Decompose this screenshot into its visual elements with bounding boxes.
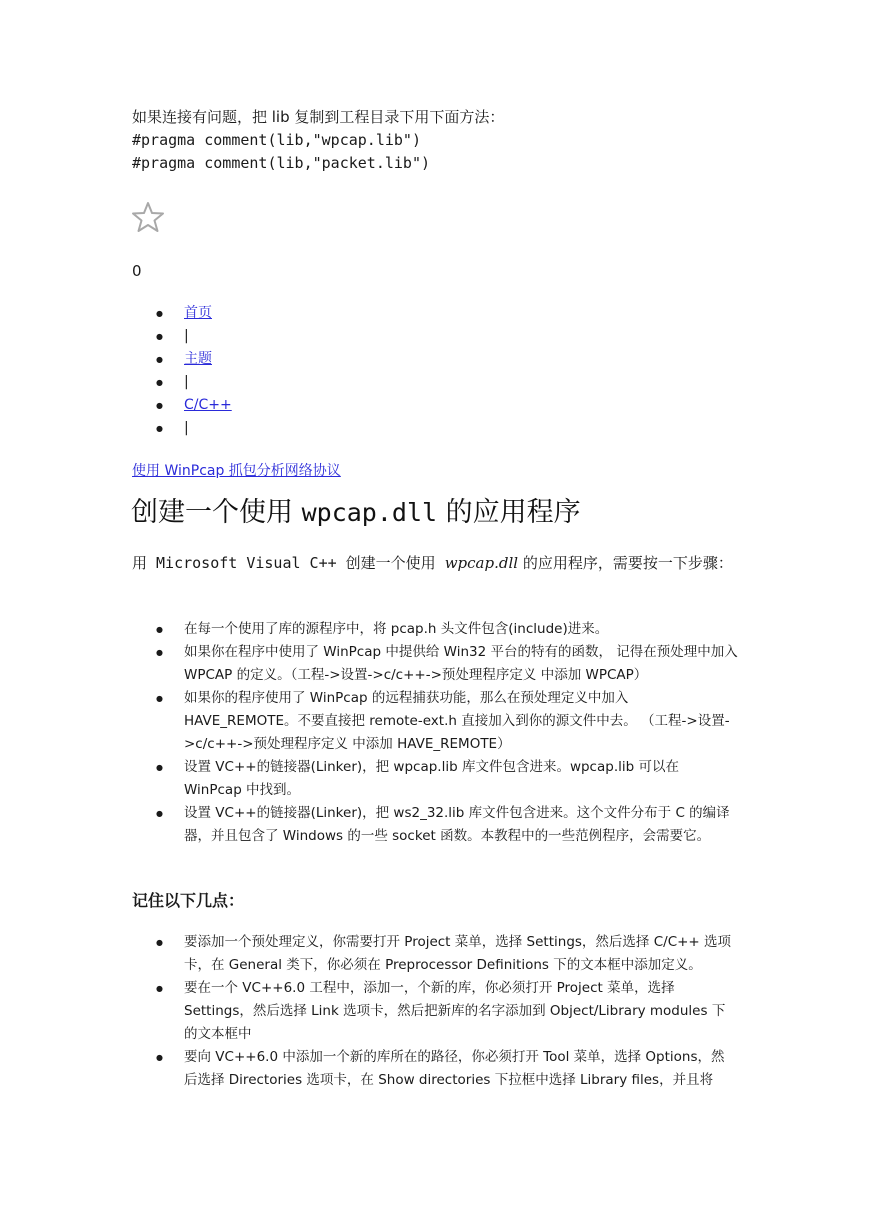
nav-separator: [132, 325, 232, 348]
intro-line: 如果连接有问题，把 lib 复制到工程目录下用下面方法：: [132, 108, 505, 126]
nav-link-topics[interactable]: 主题: [184, 351, 212, 367]
separator-text: |: [184, 328, 189, 344]
page-title: [131, 490, 581, 529]
breadcrumb-link[interactable]: 使用 WinPcap 抓包分析网络协议: [132, 463, 341, 479]
title-code: wpcap.dll: [301, 498, 438, 527]
list-item: ● 要向 VC++6.0 中添加一个新的库所在的路径，你必须打开 Tool 菜单，选择 Options，然后选择 Directories 选项卡，在 Show directories 下拉框中选择 Library files，并且将: [132, 1046, 738, 1092]
list-item: ● 要在一个 VC++6.0 工程中，添加一，个新的库，你必须打开 Project 菜单，选择 Settings，然后选择 Link 选项卡，然后把新库的名字添加到 Object/Library modules 下的文本框中: [132, 977, 738, 1046]
nav-item-home[interactable]: [132, 302, 232, 325]
nav-separator: [132, 371, 232, 394]
favorite-count: 0: [132, 262, 142, 280]
nav-link-cpp[interactable]: C/C++: [184, 397, 232, 413]
list-item: ● 设置 VC++的链接器(Linker)，把 ws2_32.lib 库文件包含进来。这个文件分布于 C 的编译器，并且包含了 Windows 的一些 socket 函数。本教程中的一些范例程序，会需要它。: [132, 802, 738, 848]
paragraph-text: 用 Microsoft Visual C++ 创建一个使用: [132, 554, 445, 572]
separator-text: |: [184, 420, 189, 436]
nav-separator: [132, 417, 232, 440]
intro-paragraph: [132, 551, 740, 575]
steps-list: [132, 618, 738, 848]
list-item: ● 在每一个使用了库的源程序中，将 pcap.h 头文件包含(include)进来。: [132, 618, 738, 641]
paragraph-code: wpcap.dll: [444, 554, 519, 572]
pragma-line: #pragma comment(lib,"wpcap.lib"): [132, 131, 421, 149]
nav-link-home[interactable]: 首页: [184, 305, 212, 321]
intro-block: [132, 106, 504, 175]
pragma-line: #pragma comment(lib,"packet.lib"): [132, 154, 431, 172]
list-item: ● 如果你在程序中使用了 WinPcap 中提供给 Win32 平台的特有的函数， 记得在预处理中加入 WPCAP 的定义。（工程->设置->c/c++->预处理程序定义 中添加 WPCAP）: [132, 641, 738, 687]
separator-text: |: [184, 374, 189, 390]
nav-list: [132, 302, 232, 440]
list-item: ● 设置 VC++的链接器(Linker)，把 wpcap.lib 库文件包含进来。wpcap.lib 可以在 WinPcap 中找到。: [132, 756, 738, 802]
list-item: ● 要添加一个预处理定义，你需要打开 Project 菜单，选择 Settings，然后选择 C/C++ 选项卡，在 General 类下，你必须在 Preprocessor Definitions 下的文本框中添加定义。: [132, 931, 738, 977]
list-item: ● 如果你的程序使用了 WinPcap 的远程捕获功能，那么在预处理定义中加入 HAVE_REMOTE。不要直接把 remote-ext.h 直接加入到你的源文件中去。 （工程->设置->c/c++->预处理程序定义 中添加 HAVE_REMOTE）: [132, 687, 738, 756]
section-heading: 记住以下几点：: [132, 891, 245, 910]
title-text: 创建一个使用: [131, 497, 302, 528]
title-text: 的应用程序: [437, 497, 581, 528]
paragraph-text: 的应用程序，需要按一下步骤：: [518, 554, 733, 572]
nav-item-topics[interactable]: [132, 348, 232, 371]
star-icon[interactable]: [131, 200, 165, 234]
nav-item-cpp[interactable]: [132, 394, 232, 417]
points-list: [132, 931, 738, 1092]
